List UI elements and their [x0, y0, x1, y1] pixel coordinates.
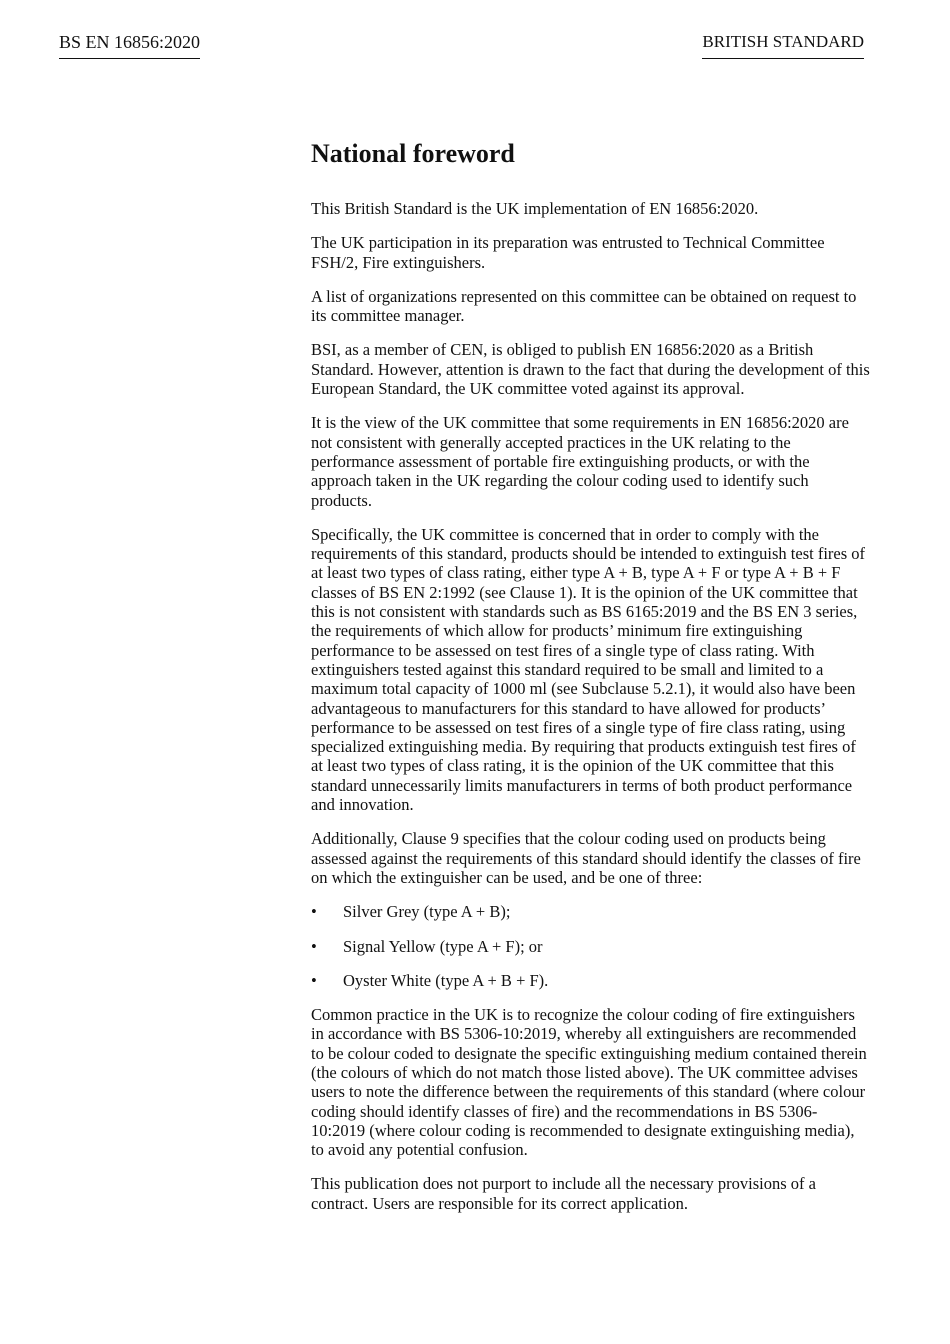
paragraph-common-practice: Common practice in the UK is to recognize the colour coding of fire extinguishers in accordance with BS 5306-10:2019, whereby all extinguishers are recommended to be colour coded to designate the specific extinguishing medium contained therein (the colours of which do not match those listed above). The UK committee advises users to note the difference between the requirements of this standard (where colour coding should identify classes of fire) and the recommendations in BS 5306-10:2019 (where colour coding is recommended to designate extinguishing media), to avoid any potential confusion.: [311, 1005, 867, 1160]
bullet-icon: •: [311, 936, 317, 956]
paragraph-colour-coding: Additionally, Clause 9 specifies that the colour coding used on products being assessed against the requirements of this standard should identify the classes of fire on which the extinguisher can be used, and be one of three:: [311, 829, 861, 887]
paragraph-bsi-obligation: BSI, as a member of CEN, is obliged to publish EN 16856:2020 as a British Standard. However, attention is drawn to the fact that during the development of this European Standard, the UK committee voted against its approval.: [311, 340, 870, 399]
bullet-icon: •: [311, 902, 317, 922]
header-british-standard: BRITISH STANDARD: [702, 30, 864, 59]
paragraph-organizations: A list of organizations represented on this committee can be obtained on request to its committee manager.: [311, 286, 857, 326]
list-item: [311, 971, 871, 990]
paragraph-participation: The UK participation in its preparation was entrusted to Technical Committee FSH/2, Fire extinguishers.: [311, 233, 825, 272]
colour-list: [311, 902, 871, 990]
bullet-icon: •: [311, 970, 317, 990]
paragraph-disclaimer: This publication does not purport to include all the necessary provisions of a contract. Users are responsible for its correct application.: [311, 1174, 816, 1213]
list-item-text: Signal Yellow (type A + F); or: [343, 936, 543, 956]
list-item-text: Oyster White (type A + B + F).: [343, 970, 549, 990]
list-item: [311, 902, 871, 921]
paragraph-implementation: This British Standard is the UK implementation of EN 16856:2020.: [311, 199, 759, 218]
paragraph-committee-view: It is the view of the UK committee that some requirements in EN 16856:2020 are not consistent with generally accepted practices in the UK relating to the performance assessment of portable fire extinguishing products, or with the approach taken in the UK regarding the colour coding used to identify such products.: [311, 413, 849, 510]
header-document-number: BS EN 16856:2020: [59, 30, 200, 59]
list-item: [311, 937, 871, 956]
paragraph-specific-concern: Specifically, the UK committee is concerned that in order to comply with the requirements of this standard, products should be intended to extinguish test fires of at least two types of class rating, either type A + B, type A + F or type A + B + F classes of BS EN 2:1992 (see Clause 1). It is the opinion of the UK committee that this is not consistent with standards such as BS 6165:2019 and the BS EN 3 series, the requirements of which allow for products’ minimum fire extinguishing performance to be assessed on test fires of a single type of class rating. With extinguishers tested against this standard required to be small and limited to a maximum total capacity of 1000 ml (see Subclause 5.2.1), it would also have been advantageous to manufacturers for this standard to have allowed for products’ performance to be assessed on test fires of a single type of fire class rating, using specialized extinguishing media. By requiring that products extinguish test fires of at least two types of class rating, it is the opinion of the UK committee that this standard unnecessarily limits manufacturers in terms of both product performance and innovation.: [311, 524, 866, 815]
main-content: [311, 138, 871, 1228]
page-title: National foreword: [311, 139, 515, 168]
list-item-text: Silver Grey (type A + B);: [343, 902, 511, 922]
